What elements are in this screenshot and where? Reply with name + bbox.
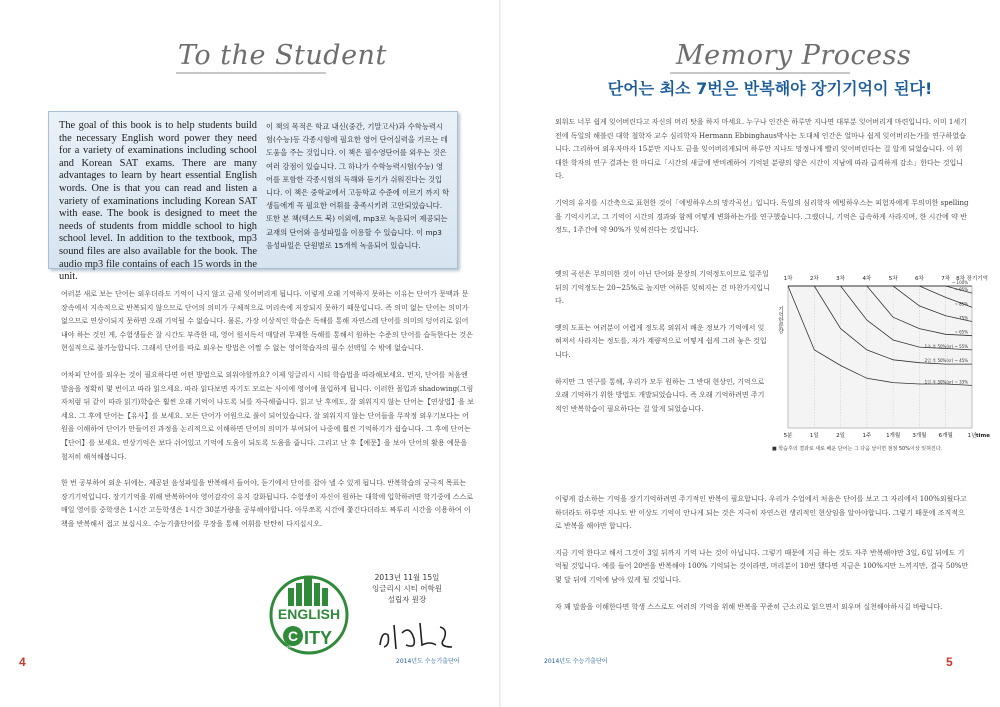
left-page-title: To the Student — [178, 40, 387, 71]
signoff-date: 2013년 11월 15일 — [374, 573, 440, 582]
right-paragraph: 외워도 너무 쉽게 잊어버린다고 자신의 머리 탓을 하지 마세요. 누구나 인간은 하루만 지나면 대부분 잊어버리게 마련입니다. 이미 1세기전에 독일의 해블린 대학 철학자 교수 심리학자 Hermann Ebbinghaus박사는 도대체 인간은 얼마나 쉽게 잊어버리는가를 연구하였습니다. 그리하여 외우자마자 15분만 지나도 금을 잊어버리게되며 하루만 지나도 망정나게 빨리 잊어버린다는 걸 알게 되었습니다. 이 위대한 학자의 연구 결과는 한 마디로「시간의 새글에 반비례하여 기억된 분량의 양은 시간이 지남에 따라 급격하게 감소」한다는 것입니다. — [555, 118, 967, 181]
intro-box — [48, 111, 458, 283]
footer-note: 2014년도 수능기출단어 — [396, 658, 460, 665]
chart-xlabel: time — [976, 433, 990, 439]
chart-x-tick-label: 1일 — [809, 433, 819, 439]
intro-english: The goal of this book is to help students build the necessary English word power they need for a variety of examinations including school and Korean SAT exams. There are many advantages to learn by heart essential English words. One is that you can read and listen a variety of examinations including Korean SAT with ease. The book is designed to meet the needs of students from middle school to high school level. In addition to the textbook, mp3 sound files are also available for the book. The audio mp3 file contains of each 15 words in the unit. — [59, 120, 257, 283]
chart-top-label: 2차 — [809, 276, 819, 282]
left-paragraph: 어차피 단어를 외우는 것이 필요하다면 어떤 방법으로 외워야할까요? 이제 잉글리시 시티 학습법을 따라해보세요. 먼저, 단어를 처음엔 발음을 정확히 몇 번이고 따라 읽으세요. 따라 읽다보면 자기도 모르는 사이에 영어에 몰입하게 됩니다. 이러한 몰입과 shadowing(그림자처럼 뒤 같이 따라 읽기)학습은 훨씬 오래 기억이 나도록 뇌를 자극해줍니다. 읽고 난 후에도, 잘 외워지지 않는 단어는【연상법】을 보세요. 그 후에 단어는【유사】를 보세요. 모든 단어가 어원으로 풀이 되어있습니다. 잘 외워지지 않는 단어들을 무작정 외우기보다는 어원을 이해하여 단어가 만들어진 과정을 논리적으로 이해하면 단어의 의미가 부여되어 나중에 훨씬 기억하기가 쉽습니다. 그 후에 단어는【단어】를 보세요. 연상기억은 보다 쉬어있고 기억에 도움이 되도록 도움을 줍니다. 그리고 난 후【예문】을 보아 단어의 활용 예문을 철저히 해석해봅니다. — [61, 370, 474, 461]
chart-series-label: ~ 95% — [954, 287, 968, 293]
page-number: 5 — [946, 655, 953, 669]
right-page-title: Memory Process — [676, 40, 912, 71]
right-paragraph: 하지만 그 연구를 통해, 우리가 모두 원하는 그 반대 현상인, 기억으로 오래 기억하기 위한 방법도 개발되었습니다. 즉 오래 기억하려면 주기적인 반복학습이 필요하다는 걸 알게 되었습니다. — [555, 377, 765, 413]
logo-since-text: SINCE 2005 — [284, 645, 302, 649]
chart-x-tick-label: 2일 — [836, 433, 845, 439]
title-underline — [670, 72, 850, 74]
chart-top-label: 4차 — [862, 276, 872, 282]
chart-x-tick-label: 6개월 — [938, 433, 953, 439]
chart-series-label: 1일 후 50%(sr) ~ 33% — [924, 379, 968, 385]
chart-top-label: 8차 장기기억 — [956, 276, 988, 282]
chart-ylabel: 기억한분량 — [777, 306, 783, 334]
logo-c-text: C — [287, 628, 299, 644]
signoff-role: 설립자 원장 — [387, 595, 427, 604]
right-paragraph: 지금 기억 한다고 해서 그것이 3일 뒤까지 기억 나는 것이 아닙니다. 그렇기 때문에 지금 하는 것도 자주 반복해야만 3일, 6일 뒤에도 기억될 것입니다. 예를 들어 20번을 반복해야 100% 기억되는 것이라면, 머리분이 10번 했다면 지금은 100%지만 느끼지만, 결국 50%만 몇 달 뒤에 기억에 남아 있게 될 것입니다. — [555, 548, 969, 584]
right-body-mid — [555, 268, 770, 429]
chart-series-label: 1주 후 50%(sr) ~ 55% — [924, 343, 968, 349]
chart-series-label: ~ 85% — [954, 301, 968, 307]
chart-top-label: 5차 — [888, 276, 898, 282]
chart-plot-area — [788, 286, 972, 428]
chart-top-label: 6차 — [915, 276, 924, 282]
left-body — [61, 288, 475, 545]
right-paragraph: 이렇게 감소하는 기억을 장기기억하려면 주기적인 반복이 필요합니다. 우리가 수업에서 처음은 단어를 보고 그 자리에서 100%외웠다고하더라도 하루만 지나도 반 이상도 기억이 안나게 되는 것은 지극히 자연스런 생리적인 현상임을 알아야합니다. 그렇기 때문에 조직적으로 반복을 해야만 합니다. — [555, 495, 967, 531]
signoff — [352, 572, 462, 605]
chart-top-label: 7차 — [941, 276, 951, 282]
right-paragraph: 자 꽤 말씀을 이해한다면 학생 스스로도 여러의 기억을 위해 반복을 꾸준히 근소리로 읽으면서 외우며 실천해야하시길 바랍니다. — [555, 602, 943, 611]
logo-bottom-text: ITY — [303, 628, 333, 648]
signoff-org: 잉글리시 시티 어학원 — [372, 584, 442, 593]
page-number: 4 — [19, 655, 26, 669]
chart-series-label: ~ 100% — [951, 280, 968, 285]
footer-note: 2014년도 수능기출단어 — [544, 658, 608, 665]
logo-top-text: ENGLISH — [277, 606, 341, 622]
chart-top-label: 3차 — [836, 276, 845, 282]
chart-series-label: 2일 후 50%(sr) ~ 45% — [924, 358, 968, 364]
chart-x-tick-label: 1주 — [862, 433, 872, 439]
chart-x-tick-label: 3개월 — [912, 433, 927, 439]
right-page — [500, 0, 1000, 707]
chart-top-label: 1차 — [783, 276, 793, 282]
right-paragraph: 옛의 곡선은 무의미한 것이 아닌 단어와 문장의 기억정도이므로 일주일 뒤의 기억정도는 20~25%로 높지만 여하튼 잊혀지는 건 마찬가지입니다. — [555, 270, 770, 306]
right-body-top — [555, 116, 969, 251]
signature-image — [370, 615, 470, 655]
chart-caption: ■ 학습후의 결과로 새로 배운 단어는 그 다음 날이면 점점 50%이상 잊혀진다. — [772, 446, 943, 452]
right-page-subtitle: 단어는 최소 7번은 반복해야 장기기억이 된다! — [607, 79, 933, 98]
title-underline — [176, 72, 326, 74]
left-paragraph: 한 번 공부하여 외운 뒤에는, 제공된 음성파일을 반복해서 들어야, 듣기에서 단어를 잡아 낼 수 있게 됩니다. 반복학습의 궁극적 목표는 장기기억입니다. 장기기억을 위해 반복하여야 영어감각이 유지 강화됩니다. 수험생이 자신이 원하는 대학에 입학하려면 학기중에 스스로 매일 영어를 중학생은 1시간 고등학생은 1시간 30분가량을 공부해야합니다. 아무쪼록 시간에 쫓긴다더라도 짜투리 시간을 이용하여 이 책을 반복해서 접고 보십시오. 수능기출단어를 무장을 통해 어휘를 탄탄히 다지십시오. — [61, 479, 474, 528]
chart-x-tick-label: 5분 — [783, 433, 793, 439]
english-city-logo — [268, 574, 350, 656]
chart-series-label: ~ 65% — [954, 329, 968, 335]
left-paragraph: 여러분 새로 보는 단어는 외우더라도 기억이 나지 않고 금세 잊어버리게 됩니다. 이렇게 오래 기억하지 못하는 이유는 단어가 문맥과 문장속에서 지속적으로 반복되지 않으므로 단어의 의미가 구체적으로 머리속에 저장되지 못하기 때문입니다. 즉 의미 없는 단어는 의미가 없으므로 연상이되지 못하면 오래 기억될 수 없습니다. 물론, 가장 이상적인 학습은 독해를 통해 자연스레 단어를 의미의 덩어리로 읽어내야 하는 것인 게, 수험생들은 잘 시간도 부족한 데, 영어 원서독서 매달려 무제한 독해를 통해서 원하는 수준의 단어를 습득한다는 것은 현실적으로 불가능합니다. 그래서 단어를 따로 외우는 방법은 어쩔 수 없는 영어학습자의 필수 선택일 수 밖에 없습니다. — [61, 290, 473, 353]
chart-series-label: ~ 75% — [954, 315, 968, 321]
chart-x-tick-label: 1개월 — [886, 433, 901, 439]
forgetting-curve-chart — [772, 268, 990, 458]
right-paragraph: 기억의 유지를 시간축으로 표현한 것이「에빙하우스의 망각곡선」입니다. 독일의 심리학자 에빙하우스는 피험자에게 무의미한 spelling을 기억시키고, 그 기억이 시간의 경과와 함께 어떻게 변화하는가를 연구했습니다. 그랬더니, 기억은 급속하게 사라지며, 한 시간에 약 반 정도, 1주간에 약 90%가 잊혀진다는 것입니다. — [555, 198, 969, 235]
right-paragraph: 옛의 도표는 여러분이 어렵게 정도록 외워서 배운 정보가 기억에서 잊혀져서 사라지는 정도를, 자가 계량적으로 어떻게 쉽게 그려 놓은 것입니다. — [555, 323, 767, 359]
right-body-bottom — [555, 493, 969, 627]
intro-korean: 이 책의 목적은 학교 내신(중간, 기말고사)과 수학능력시험(수능)등 각종시험에 필요한 영어 단어실력을 기르는 데 도움을 주는 것입니다. 이 책은 필수영단어를 외우는 것은 여러 강점이 있습니다. 그 하나가 수학능력시험(수능) 영어를 포함한 각종시험의 독해와 듣기가 쉬워진다는 것입니다. 이 책은 중학교에서 고등학교 수준에 이르기 까지 학생들에게 꼭 필요한 어휘를 충족시키려 고안되었습니다. 또한 본 책(텍스트 북) 이외에, mp3로 녹음되어 제공되는 교재의 단어와 음성파일을 이용할 수 있습니다. 이 mp3 음성파일은 단원별로 15개씩 녹음되어 있습니다. — [266, 122, 449, 250]
chart-x-tick-label: 1년 — [967, 433, 977, 439]
